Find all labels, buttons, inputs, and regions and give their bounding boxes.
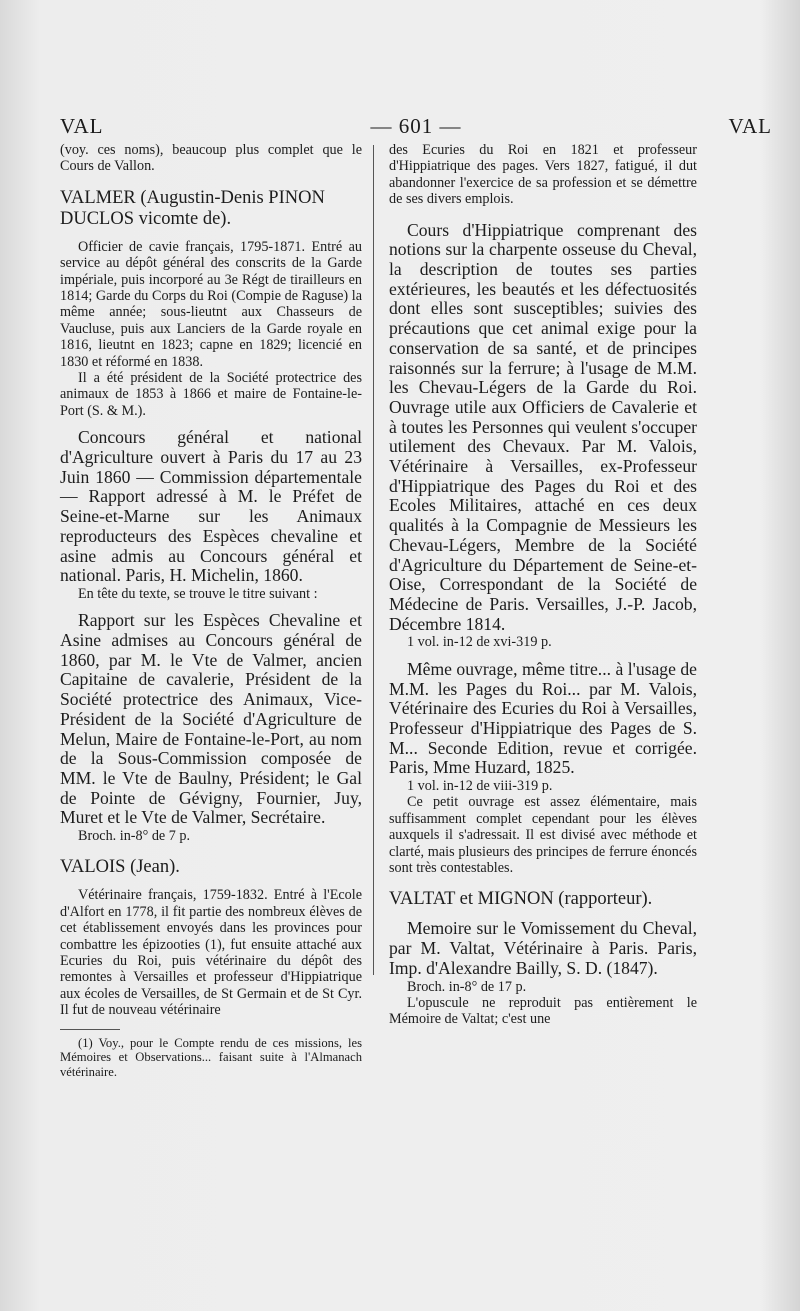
paragraph: L'opuscule ne reproduit pas entièrement le Mémoire de Valtat; c'est une (389, 994, 697, 1028)
collation: 1 vol. in-12 de xvi-319 p. (407, 634, 552, 651)
paragraph: des Ecuries du Roi en 1821 et professeur d'Hippiatrique des pages. Vers 1827, fatigué, il dut abandonner l'exercice de sa profession et se démettre de ses divers emplois. (389, 142, 697, 208)
collation: 1 vol. in-12 de viii-319 p. (407, 778, 553, 795)
page-number: — 601 — (370, 114, 462, 138)
collation: Broch. in-8° de 17 p. (407, 978, 527, 995)
running-head-right: VAL (728, 114, 772, 138)
paragraph: Ce petit ouvrage est assez élémentaire, mais suffisamment complet cependant pour les élèves auxquels il s'adressait. Il est divisé avec méthode et clarté, mais plusieurs des principes de ferrure énoncés sont très contestables. (389, 794, 697, 877)
paragraph: Vétérinaire français, 1759-1832. Entré à l'Ecole d'Alfort en 1778, il fit partie des nombreux élèves de cet établissement envoyés dans les provinces pour combattre les épizooties (1), fut ensuite attaché aux Ecuries du Roi, puis vétérinaire du dépôt des remontes à Versailles et professeur d'Hippiatrique aux écoles de Versailles, de St Germain et de St Cyr. Il fut de nouveau vétérinaire (60, 887, 362, 1019)
paragraph: En tête du texte, se trouve le titre suivant : (78, 585, 318, 602)
paragraph: Il a été président de la Société protectrice des animaux de 1853 à 1866 et maire de Fontaine-le-Port (S. & M.). (60, 370, 362, 419)
running-head-left: VAL (60, 114, 104, 138)
left-column (60, 142, 362, 1079)
book-title: Concours général et national d'Agriculture ouvert à Paris du 17 au 23 Juin 1860 — Commission départementale — Rapport adressé à M. le Préfet de Seine-et-Marne sur les Animaux reproducteurs des Espèces chevaline et asine admis au Concours général et national. Paris, H. Michelin, 1860. (60, 427, 362, 586)
book-title: Rapport sur les Espèces Chevaline et Asine admises au Concours général de 1860, par M. le Vte de Valmer, ancien Capitaine de cavalerie, Président de la Société protectrice des Animaux, Vice-Président de la Société d'Agriculture de Melun, Maire de Fontaine-le-Port, au nom de la Sous-Commission composée de MM. le Vte de Baulny, Président; le Gal de Pointe de Gévigny, Fournier, Juy, Muret et le Vte de Valmer, Secrétaire. (60, 610, 362, 828)
book-title: Cours d'Hippiatrique comprenant des notions sur la charpente osseuse du Cheval, la description de toutes ses parties extérieures, les beautés et les défectuosités dont elles sont susceptibles; suivies des précautions que cet animal exige pour la conservation de sa santé, et de principes raisonnés sur la ferrure; à l'usage de M.M. les Chevau-Légers de la Garde du Roi. Ouvrage utile aux Officiers de Cavalerie et à toutes les Personnes qui veulent s'occuper utilement des Chevaux. Par M. Valois, Vétérinaire à Versailles, ex-Professeur d'Hippiatrique des Pages du Roi et des Ecoles Militaires, attaché en ces deux qualités à la Compagnie de Messieurs les Chevau-Légers, Membre de la Société d'Agriculture du Département de Seine-et-Oise, Correspondant de la Société de Médecine de Paris. Versailles, J.-P. Jacob, Décembre 1814. (389, 219, 697, 634)
entry-heading: VALOIS (Jean). (60, 857, 180, 878)
column-divider (373, 145, 374, 975)
paragraph: Officier de cavie français, 1795-1871. Entré au service au dépôt général des conscrits de la Garde impériale, puis incorporé au 3e Régt de tirailleurs en 1814; Garde du Corps du Roi (Compie de Raguse) la même année; sous-lieutnt aux Chasseurs de Vaucluse, puis aux Lanciers de la Garde royale en 1816, lieutnt en 1823; capne en 1829; licencié en 1830 et réformé en 1838. (60, 238, 362, 370)
footnote: (1) Voy., pour le Compte rendu de ces missions, les Mémoires et Observations... faisant suite à l'Almanach vétérinaire. (60, 1035, 362, 1079)
right-column (389, 142, 697, 1028)
footnote-rule (60, 1029, 120, 1030)
paragraph: (voy. ces noms), beaucoup plus complet que le Cours de Vallon. (60, 142, 362, 175)
book-title: Memoire sur le Vomissement du Cheval, par M. Valtat, Vétérinaire à Paris. Paris, Imp. d'Alexandre Bailly, S. D. (1847). (389, 918, 697, 978)
entry-heading: VALMER (Augustin-Denis PINON DUCLOS vicomte de). (60, 187, 325, 229)
book-title: Même ouvrage, même titre... à l'usage de M.M. les Pages du Roi... par M. Valois, Vétérinaire des Ecuries du Roi à Versailles, Professeur d'Hippiatrique des Pages de S. M... Seconde Edition, revue et corrigée. Paris, Mme Huzard, 1825. (389, 658, 697, 778)
collation: Broch. in-8° de 7 p. (78, 828, 191, 845)
entry-heading: VALTAT et MIGNON (rapporteur). (389, 889, 653, 910)
page-header (60, 114, 772, 144)
